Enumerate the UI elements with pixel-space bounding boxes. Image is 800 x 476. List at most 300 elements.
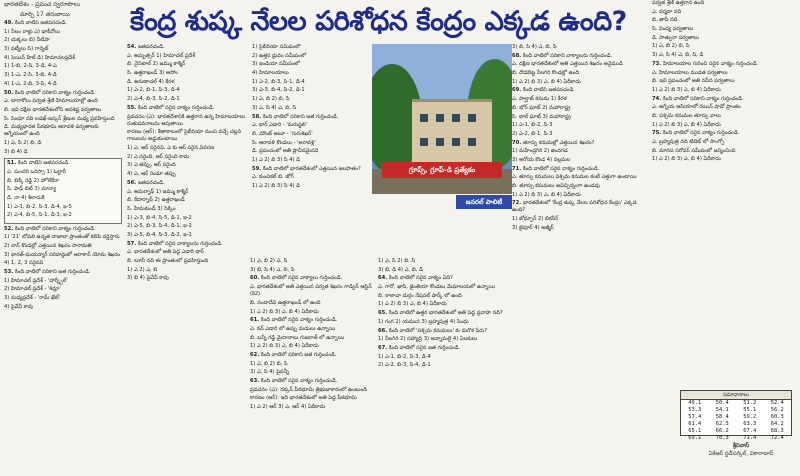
section-byline: జనరల్ పాలిటీ — [456, 195, 512, 209]
question-line — [127, 232, 247, 239]
question-line — [250, 317, 375, 324]
question-line — [4, 90, 122, 97]
question-line — [252, 105, 372, 112]
question-line — [652, 9, 797, 16]
question-text: ఎ. తూర్పు కనుమలు పశ్చిమ కనుమల కంటే ఎత్తుగా ఉంటాయి — [512, 174, 637, 181]
question-line — [250, 387, 375, 394]
question-text: కింది వాటిని జతపరచండి. — [18, 160, 71, 167]
question-line — [4, 269, 122, 276]
question-number: 59. — [252, 165, 263, 172]
question-text: 4) ఎ, ఆర్ రెండూ తప్పు — [127, 171, 176, 178]
question-line — [512, 216, 647, 223]
question-line — [652, 61, 797, 68]
question-line — [127, 189, 247, 196]
question-text: కింది వాటిని జతపరచండి. — [523, 87, 576, 94]
question-text: కింది వాటిలో ఉత్తర భారతదేశంలో అతి పెద్ద ప్రవాహ నది? — [389, 310, 503, 317]
question-line — [512, 148, 647, 155]
question-line — [512, 114, 647, 121]
question-number: 67. — [378, 344, 389, 351]
question-line — [127, 258, 247, 265]
answer-cell: 49.1 — [688, 400, 702, 406]
question-text: డి. నా 4) శీలాదుకి — [7, 195, 45, 202]
question-text: బి. నైనిటాల్ 2) జమ్ము కాశ్మీర్ — [127, 61, 186, 68]
question-line — [127, 154, 247, 161]
question-number: 75. — [652, 130, 663, 137]
question-line — [378, 354, 508, 361]
page-headline: కేంద్ర శుష్క నేలల పరిశోధన కేంద్రం ఎక్కడ ఉంది? — [130, 6, 627, 37]
question-text: డి. సాత్పురా పర్వతాలు — [652, 34, 699, 41]
question-line — [652, 122, 797, 129]
question-text: ఎ. హిమాలయాలు ముడత పర్వతాలు — [652, 69, 728, 76]
question-line — [652, 96, 797, 103]
institute-photo — [372, 44, 512, 194]
question-line — [378, 267, 508, 274]
question-list-1 — [4, 20, 122, 156]
answer-cell: 56.2 — [770, 407, 784, 413]
question-text: 3) ఎ-3, బి-4, సి-2, డి-1 — [252, 87, 305, 94]
question-line — [7, 204, 119, 211]
question-line — [250, 258, 375, 265]
question-text: 3) భారత్-మయన్మార్ సరిహద్దులో ఆరాకాన్ యోమ శిఖరం — [4, 251, 121, 258]
question-line — [378, 345, 508, 352]
question-line — [252, 122, 372, 129]
question-text: 1) నీలగిరి 2) సహ్యాద్రి 3) అన్నామలై 4) ఏలకులు — [378, 336, 478, 343]
question-number: 58. — [252, 113, 263, 120]
question-line — [7, 186, 119, 193]
question-line — [512, 53, 647, 60]
question-line — [652, 87, 797, 94]
question-text: 4) 1-ఎ, 2-బి, 3-సి, 4-డి — [4, 80, 57, 87]
question-line — [250, 267, 375, 274]
column-6 — [512, 44, 647, 472]
question-line — [252, 44, 372, 51]
question-text: కింది వాటిలో సరైన వాక్యం గుర్తించండి. — [261, 378, 338, 385]
question-text: హిమాలయాల గురించి సరైన వాక్యం గుర్తించండి. — [663, 60, 759, 67]
answer-cell: 70.3 — [715, 435, 729, 441]
question-line — [7, 160, 119, 167]
question-line — [652, 70, 797, 77]
question-line — [127, 70, 247, 77]
question-text: బి. తాపీ నది — [652, 17, 678, 24]
question-text: 1) ఎ, బి 2) బి, సి — [652, 43, 690, 50]
question-text: 1) ఎ, సి 2) బి, సి — [378, 258, 416, 264]
question-line — [127, 114, 247, 128]
question-text: బి. కేదార్నాథ్ 2) ఉత్తరాఖండ్ — [127, 197, 185, 204]
continuation-tag: మార్చి 17 తరువాయి — [20, 11, 70, 18]
question-line — [4, 252, 122, 259]
question-text: కింది వాటిలో సరైన జత గుర్తించండి. — [389, 344, 461, 351]
column-1 — [4, 20, 122, 472]
answer-row — [681, 414, 791, 421]
question-text: ఎ. భారతదేశంలో అతి పెద్ద ఎడారి థార్ — [127, 249, 204, 256]
question-text: బి. భోర్ ఘాట్ 2) మహారాష్ట్ర — [512, 104, 571, 111]
question-box — [4, 158, 122, 224]
question-number: 70. — [512, 139, 523, 146]
question-text: 4) పైవేవీ కావు — [4, 303, 34, 310]
question-text: 2) నాన్ కొండల్లో ఎత్తయిన శిఖరం సారామతి — [4, 243, 92, 249]
question-line — [512, 79, 647, 86]
question-line — [127, 87, 247, 94]
question-text: బి. నందాదేవి ఉత్తరాఖండ్ లో ఉంది — [250, 299, 321, 306]
question-line — [512, 122, 647, 129]
question-text: 3) జైపూర్ 4) అజ్మీర్ — [512, 224, 554, 231]
question-text: 3) ఎ, సి 4) పైవన్నీ — [250, 369, 290, 376]
question-text: 1) 1-బి, 2-సి, 3-డి, 4-ఎ — [4, 63, 57, 70]
question-line — [512, 44, 647, 51]
answer-cell: 58.4 — [715, 414, 729, 420]
question-line — [250, 369, 375, 376]
groups-badge: గ్రూప్స్, గ్రూప్-డి ప్రత్యేకం — [382, 162, 502, 178]
question-number: 57. — [127, 240, 138, 247]
question-line — [512, 225, 647, 232]
question-text: జతపరచండి. — [138, 179, 165, 186]
question-text: 3) బి 4) పైవేవీ కావు — [127, 275, 169, 282]
question-text: కింది వాటిలో సరైన వాక్యం గుర్తించండి. — [663, 130, 740, 137]
question-line — [378, 362, 508, 369]
photo-window — [420, 138, 428, 146]
question-line — [4, 226, 122, 233]
question-line — [512, 192, 647, 199]
question-text: 1) నీలం రాళ్లు ఎ) భాకీనోలు — [4, 28, 60, 35]
question-text: ఎ. అమృత్సర్ 1) హిమాచల్ ప్రదేశ్ — [127, 52, 196, 59]
question-text: 4) హిమాలయాలు — [252, 70, 289, 77]
question-text: ఎ. భారతదేశంలో అతి ఎత్తయిన పర్వత శిఖరం గాడ్విన్ ఆస్టిన్ (కె2) — [250, 284, 372, 298]
question-text: 1) ఎ 2) ఎ, బి — [127, 266, 158, 273]
question-line — [250, 395, 375, 402]
question-number: 55. — [127, 104, 138, 111]
question-text: సి. ఆరావళి కొండలు - 'అరావళ్లి' — [252, 139, 316, 146]
question-line — [127, 53, 247, 60]
question-line — [378, 310, 508, 317]
question-line — [127, 96, 247, 103]
question-text: 1) గంగ 2) యమున 3) బ్రహ్మపుత్ర 4) సింధు — [378, 318, 469, 325]
question-text: బి. మానస సరోవర్ సమీపంలో జన్మించింది — [652, 147, 736, 154]
question-line — [652, 139, 797, 146]
question-text: 1) ఎ-1, బి-2, సి-3, డి-4 — [378, 353, 431, 360]
question-number: 65. — [378, 310, 389, 317]
photo-window — [452, 138, 460, 146]
column-3 — [252, 44, 372, 254]
answer-cell: 60.3 — [770, 414, 784, 420]
column-4 — [250, 258, 375, 472]
question-line — [378, 284, 508, 291]
question-line — [652, 0, 797, 7]
question-line — [652, 156, 797, 163]
question-text: సి. థాల్ ఘాట్ 3) మహారాష్ట్ర — [512, 113, 571, 120]
question-text: కింది వాటిలో 'పశ్చిమ కనుమలు' కు మరొక పేరు? — [389, 327, 488, 334]
question-line — [7, 178, 119, 185]
answer-cell: 59.2 — [743, 414, 757, 420]
question-text: 1) ఎ 2) బి 3) ఎ, బి 4) ఏదీకాదు — [512, 191, 581, 198]
question-line — [4, 20, 122, 27]
question-line — [127, 79, 247, 86]
question-text: 2) ఉత్తర ధ్రువం సమీపంలో — [252, 52, 307, 59]
question-text: కారణం (ఆర్): శీతాకాలంలో సైబీరియా నుంచి వచ్చే చల్లని గాలులను అడ్డుకుంటాయి — [127, 129, 242, 143]
question-text: 1) '21' లోపలి ఉన్నత నాజాలా ప్రాంతంతో కలిపి వర్ణిస్తారు — [4, 234, 120, 241]
question-line — [252, 183, 372, 190]
question-line — [127, 171, 247, 178]
answer-cell: 51.2 — [743, 400, 757, 406]
question-line — [4, 234, 122, 241]
question-text: 1) ఎ, ఆర్ సరైనవి, ఎ కు ఆర్ సరైన వివరణ — [127, 145, 215, 152]
question-text: 1) ఎ 2) బి 3) ఎ, బి 4) ఏదీకాదు — [250, 343, 319, 350]
question-line — [127, 249, 247, 256]
answer-cell: 69.1 — [688, 435, 702, 441]
question-text: ప్రవచనం (ఎ): దక్కన్ పీఠభూమి త్రిభుజాకారంలో ఉంటుంది — [250, 386, 367, 393]
author-signature — [686, 442, 796, 472]
question-list-3 — [252, 44, 372, 190]
question-text: 2) ఎ-2, బి-3, సి-4, డి-1 — [378, 362, 431, 369]
question-line — [378, 293, 508, 300]
question-text: ఎ. గారో, ఖాసి, జైంతియా కొండలు మేఘాలయలో ఉన్నాయి — [378, 284, 495, 291]
answer-cell: 64.2 — [770, 421, 784, 427]
question-text: 2) ఎ-5, బి-3, సి-4, డి-1, ఇ-2 — [127, 223, 192, 230]
question-text: 1) ఎ-1, బి-2, సి-3 — [512, 122, 553, 129]
question-number: 54. — [127, 44, 138, 50]
question-line — [4, 149, 122, 156]
question-line — [4, 29, 122, 36]
question-line — [652, 113, 797, 120]
question-line — [4, 55, 122, 62]
question-line — [652, 104, 797, 111]
question-text: 1) ఎ, బి 2) బి, సి — [250, 360, 288, 367]
question-number: 63. — [250, 378, 261, 385]
question-line — [512, 140, 647, 147]
question-text: 2) హిమాచల్ ప్రదేశ్ - 'శిమ్లా' — [4, 286, 61, 293]
question-text: బి. బన్నీ గడ్డి మైదానాలు గుజరాత్ లో ఉన్నాయి — [250, 334, 345, 341]
question-line — [250, 352, 375, 359]
question-line — [250, 378, 375, 385]
question-line — [252, 157, 372, 164]
question-line — [4, 295, 122, 302]
question-text: బి. లూనీ నది ఈ ప్రాంతంలో ప్రవహిస్తుంది — [127, 258, 209, 264]
answer-cell: 55.1 — [743, 407, 757, 413]
question-text: ఎ. సుందరి ఒరిస్సా 1) ఓల్టారీ — [7, 169, 66, 175]
question-text: 4) సెయిన్ హిల్ డి) హిమాచలప్రదేశ్ — [4, 54, 75, 61]
question-list-1b — [4, 226, 122, 311]
question-line — [250, 309, 375, 316]
answer-cell: 50.4 — [715, 400, 729, 406]
question-number: 50. — [4, 89, 15, 96]
question-line — [4, 260, 122, 267]
answer-row — [681, 421, 791, 428]
question-line — [127, 197, 247, 204]
question-text: 1) ఎ 2) బి 3) ఎ, బి 4) ఏదీకాదు — [250, 308, 319, 315]
question-text: 1) ఎ 2) ఆర్ 3) ఎ, ఆర్ 4) ఏదీకాదు — [250, 404, 326, 411]
question-line — [250, 335, 375, 342]
photo-window — [436, 114, 444, 122]
question-text: 1) మహేంద్రగిరి 2) జిందగడ — [512, 148, 568, 155]
question-text: 1) హిమాచల్ ప్రదేశ్ - 'హార్న్బీల్' — [4, 277, 68, 284]
answer-cell: 61.4 — [688, 421, 702, 427]
question-line — [127, 162, 247, 169]
question-line — [512, 157, 647, 164]
question-text: 2) ఎ సరైంది, ఆర్ సరైంది కాదు — [127, 153, 190, 160]
question-line — [250, 284, 375, 298]
question-line — [127, 223, 247, 230]
question-text: 1) ఎ 2) బి 3) ఎ, బి 4) ఏదీకాదు — [652, 86, 721, 93]
answer-row — [681, 428, 791, 435]
question-text: 3) బి, డి 4) ఎ, బి, డి — [378, 266, 423, 273]
question-line — [7, 195, 119, 202]
question-text: కింది వాటిలో సరైన వాక్యం గుర్తించండి. — [261, 317, 338, 324]
question-text: కింది వాటిలో భారతదేశంలో ఎత్తయిన జలపాతం? — [263, 165, 361, 172]
question-text: కారణం (ఆర్): ఇది భారతదేశంలో అతి పెద్ద పీఠభూమి — [250, 395, 357, 402]
author-name: శ్రీనివాస్ — [732, 443, 750, 449]
column-2 — [127, 44, 247, 472]
question-text: డి. మధ్యభారత పీఠభూమి ఆరావళి పర్వతాలకు ఆగ్నేయంలో ఉంది — [4, 124, 99, 138]
question-text: బి. బిక్కీ రెడ్డి 2) హోలేకేరా — [7, 177, 59, 184]
column-5 — [378, 258, 508, 472]
question-text: ఎ. థార్ ఎడారి - 'మరుస్థలి' — [252, 122, 307, 129]
photo-window — [452, 114, 460, 122]
question-text: సి. ఉత్తరాఖండ్ 3) అసోం — [127, 70, 178, 77]
answer-cell: 63.3 — [743, 421, 757, 427]
question-text: 1) ఎ 2) బి 3) సి 4) డి — [252, 183, 301, 189]
question-line — [127, 241, 247, 248]
question-list-5 — [378, 258, 508, 369]
question-text: 1) ఎ-1, బి-2, సి-3, డి-4, ఇ-5 — [7, 203, 72, 210]
question-line — [4, 81, 122, 88]
answer-row — [681, 407, 791, 414]
question-line — [252, 70, 372, 77]
answer-row — [681, 400, 791, 407]
question-text: బి. మౌంట్ అబూ - 'గురుశిఖర్' — [252, 130, 313, 137]
question-line — [378, 258, 508, 265]
question-line — [252, 166, 372, 173]
question-line — [4, 278, 122, 285]
question-list-6 — [512, 44, 647, 232]
section-strip: భారతదేశం - ప్రపంచ స్వరూపాలు — [4, 1, 81, 8]
answer-key-table — [681, 400, 791, 442]
question-text: ఎ. పాల్ఘాట్ కనుమ 1) కేరళ — [512, 96, 567, 103]
question-line — [512, 131, 647, 138]
answer-key-title: సమాధానాలు — [681, 391, 791, 400]
question-line — [4, 140, 122, 147]
answer-cell: 54.1 — [715, 407, 729, 413]
question-line — [512, 166, 647, 173]
question-text: 3) ఇండియా సమీపంలో — [252, 61, 300, 68]
question-line — [250, 361, 375, 368]
question-line — [4, 98, 122, 105]
photo-window — [436, 138, 444, 146]
question-line — [652, 26, 797, 33]
question-line — [127, 61, 247, 68]
question-line — [652, 43, 797, 50]
question-text: 1) ఎ 2) బి 3) ఎ, బి 4) ఏదీకాదు — [512, 78, 581, 85]
question-line — [652, 35, 797, 42]
question-text: బి. తూర్పు కనుమలు అవిచ్ఛిన్నంగా ఉండవు — [512, 183, 600, 189]
question-line — [127, 44, 247, 51]
question-line — [4, 37, 122, 44]
answer-cell: 65.1 — [688, 428, 702, 434]
question-line — [127, 129, 247, 143]
answer-cell: 72.4 — [770, 435, 784, 441]
question-line — [127, 267, 247, 274]
question-text: డి. ప్రపంచంలో అతి ప్రాచీనమైనవి — [252, 148, 319, 155]
question-line — [252, 61, 372, 68]
answer-cell: 62.3 — [715, 421, 729, 427]
question-text: కింది వాటిలో సరికాని వాక్యాలను గుర్తించండి. — [523, 52, 613, 59]
question-list-4 — [250, 258, 375, 411]
author-role: ఏకేఆర్ స్టడీసర్కిల్, వికారాబాద్ — [708, 451, 774, 457]
question-line — [4, 63, 122, 70]
question-text: కింది వాటిలో సరైన వాక్యాలను గుర్తించండి. — [138, 240, 223, 247]
question-text: 3) బి, సి 4) ఎ, బి, సి — [512, 44, 557, 50]
question-text: కింది వాటిలో సరికాని జత గుర్తించండి. — [15, 269, 91, 276]
question-text: 3) 1-ఎ, 2-సి, 3-బి, 4-డి — [4, 72, 57, 79]
question-text: 1) ఎ-3, బి-4, సి-5, డి-1, ఇ-2 — [127, 214, 192, 221]
question-line — [250, 326, 375, 333]
question-text: 3) ఎ, సి 4) ఎ, బి, సి — [252, 104, 297, 111]
question-line — [127, 206, 247, 213]
question-line — [652, 78, 797, 85]
question-line — [250, 300, 375, 307]
question-line — [512, 87, 647, 94]
question-line — [652, 17, 797, 24]
answer-cell: 53.3 — [688, 407, 702, 413]
question-line — [252, 140, 372, 147]
question-line — [4, 286, 122, 293]
question-line — [378, 301, 508, 308]
question-text: 3) మధ్యప్రదేశ్ - 'రామ్ ఖేల్' — [4, 295, 61, 302]
question-text: 3) పట్నీలు సి) గార్నెట్ — [4, 46, 49, 53]
question-text: సి. వింధ్య పర్వతాలు — [652, 26, 694, 33]
question-number: 52. — [4, 225, 15, 232]
question-text: బి. పశ్చిమ కనుమల తూర్పు వాలు — [652, 112, 721, 119]
question-text: బి. దొడబెట్ట నీలగిరి కొండల్లో ఉంది — [512, 70, 580, 77]
photo-window — [468, 114, 476, 122]
question-number: 62. — [250, 351, 261, 358]
question-line — [512, 105, 647, 112]
question-line — [252, 148, 372, 155]
question-text: కింది వాటిలో సరైన వాక్యం గుర్తించండి. — [138, 104, 215, 111]
question-text: 3) బి, సి 4) ఎ, బి, సి — [250, 266, 295, 273]
question-text: సి. పాడ్ బిట్ 3) మాన్యా — [7, 186, 57, 193]
question-line — [4, 46, 122, 53]
question-line — [512, 70, 647, 77]
question-line — [652, 130, 797, 137]
question-text: 1) జోధ్పూర్ 2) బికనీర్ — [512, 216, 559, 223]
question-line — [4, 304, 122, 311]
question-text: 4) 1, 2, 3 సరైనవి — [4, 260, 44, 267]
question-line — [378, 319, 508, 326]
question-line — [127, 145, 247, 152]
photo-building — [412, 99, 492, 169]
question-text: బి. కాలాచా దుర్గం నేషనల్ పార్క్ లో ఉంది — [378, 292, 462, 299]
question-text: భారతదేశంలో 'కేంద్ర శుష్క నేలల పరిశోధన కేంద్రం' ఎక్కడ ఉంది? — [512, 200, 637, 214]
question-line — [378, 275, 508, 282]
question-text: ఎ. కచ్ ఎడారి లో ఉప్పు మడులు ఉన్నాయి — [250, 325, 336, 332]
question-line — [252, 131, 372, 138]
question-list-7 — [652, 0, 797, 163]
question-text: డి. అరుణాచల్ 4) కేరళ — [127, 78, 175, 85]
question-line — [4, 72, 122, 79]
question-line — [378, 328, 508, 335]
question-number: 53. — [4, 269, 15, 276]
answer-cell: 67.4 — [743, 428, 757, 434]
question-line — [652, 148, 797, 155]
question-text: 2) ఎ-4, బి-3, సి-2, డి-1 — [127, 96, 180, 103]
answer-cell: 66.2 — [715, 428, 729, 434]
question-number: 69. — [512, 87, 523, 94]
question-text: 1) ఎ, బి 2) బి, సి — [252, 96, 290, 103]
question-text: 3) అరోయ కొండ 4) నల్లమల — [512, 156, 571, 163]
question-number: 74. — [652, 95, 663, 102]
answer-cell: 57.4 — [688, 414, 702, 420]
answer-cell: 71.4 — [743, 435, 757, 441]
question-text: 2) ఎ-2, బి-1, సి-3 — [512, 130, 553, 137]
